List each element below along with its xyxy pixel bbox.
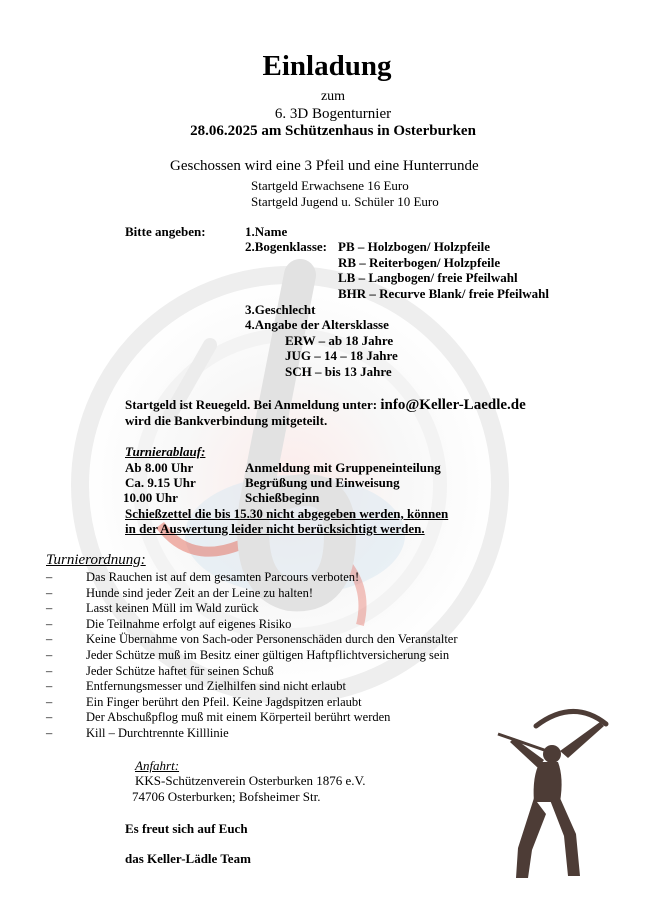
fee-youth: Startgeld Jugend u. Schüler 10 Euro [251, 194, 439, 209]
field-gender: 3.Geschlecht [245, 302, 316, 317]
rule-item: Entfernungsmesser und Zielhilfen sind nicht erlaubt [86, 679, 347, 694]
age-class-item: SCH – bis 13 Jahre [285, 364, 392, 379]
rule-bullet: – [46, 663, 53, 678]
schedule-time: Ca. 9.15 Uhr [125, 475, 196, 490]
rules-heading: Turnierordnung: [46, 552, 146, 568]
rule-item: Jeder Schütze muß im Besitz einer gültigen Haftpflichtversicherung sein [86, 648, 450, 662]
rule-bullet: – [46, 679, 53, 694]
schedule-note: Schießzettel die bis 15.30 nicht abgegeben werden, können [125, 506, 449, 521]
bow-class-item: RB – Reiterbogen/ Holzpfeile [338, 255, 501, 270]
schedule-time: 10.00 Uhr [123, 490, 178, 505]
bow-class-item: LB – Langbogen/ freie Pfeilwahl [338, 270, 518, 285]
rule-item: Keine Übernahme von Sach-oder Personenschäden durch den Veranstalter [86, 632, 458, 647]
email-link[interactable]: info@Keller-Laedle.de [380, 397, 526, 413]
rule-item: Hunde sind jeder Zeit an der Leine zu halten! [86, 585, 313, 600]
rule-item: Kill – Durchtrennte Killlinie [86, 726, 229, 740]
event-name: 6. 3D Bogenturnier [274, 106, 392, 122]
rule-item: Das Rauchen ist auf dem gesamten Parcours verboten! [86, 570, 360, 584]
rule-bullet: – [46, 570, 53, 584]
directions-line2: 74706 Osterburken; Bofsheimer Str. [132, 789, 321, 804]
schedule-heading: Turnierablauf: [125, 444, 206, 459]
registration-line2: wird die Bankverbindung mitgeteilt. [125, 413, 328, 428]
rule-item: Die Teilnahme erfolgt auf eigenes Risiko [86, 616, 292, 631]
rule-bullet: – [46, 694, 53, 709]
bow-class-item: BHR – Recurve Blank/ freie Pfeilwahl [338, 286, 549, 301]
age-class-item: JUG – 14 – 18 Jahre [285, 348, 398, 363]
rule-item: Lasst keinen Müll im Wald zurück [86, 601, 259, 616]
schedule-text: Schießbeginn [245, 490, 320, 505]
rule-bullet: – [46, 648, 53, 662]
fee-adults: Startgeld Erwachsene 16 Euro [251, 178, 409, 193]
bow-class-item: PB – Holzbogen/ Holzpfeile [338, 239, 491, 254]
schedule-text: Begrüßung und Einweisung [245, 475, 400, 490]
closing-line1: Es freut sich auf Euch [125, 821, 248, 836]
shooting-info: Geschossen wird eine 3 Pfeil und eine Hunterrunde [170, 158, 479, 174]
rule-bullet: – [46, 616, 53, 631]
subtitle-zum: zum [320, 89, 346, 104]
schedule-note: in der Auswertung leider nicht berücksichtigt werden. [125, 521, 425, 536]
rule-bullet: – [46, 710, 53, 725]
rule-bullet: – [46, 585, 53, 600]
rule-bullet: – [46, 726, 53, 740]
registration-text [125, 397, 526, 414]
age-class-item: ERW – ab 18 Jahre [285, 333, 394, 348]
schedule-time: Ab 8.00 Uhr [125, 460, 194, 475]
field-name: 1.Name [245, 224, 288, 239]
directions-line1: KKS-Schützenverein Osterburken 1876 e.V. [135, 773, 366, 788]
rule-item: Jeder Schütze haftet für seinen Schuß [86, 663, 274, 678]
closing-line2: das Keller-Lädle Team [125, 851, 251, 866]
page-title: Einladung [262, 50, 392, 82]
rule-item: Ein Finger berührt den Pfeil. Keine Jagdspitzen erlaubt [86, 694, 362, 709]
bow-class-label: 2.Bogenklasse: [245, 239, 327, 254]
directions-heading: Anfahrt: [135, 758, 180, 773]
rule-bullet: – [46, 632, 53, 647]
schedule-text: Anmeldung mit Gruppeneinteilung [245, 460, 441, 475]
rule-bullet: – [46, 601, 53, 616]
registration-line1: Startgeld ist Reuegeld. Bei Anmeldung unter: [125, 397, 378, 412]
please-specify-label: Bitte angeben: [125, 224, 206, 239]
archer-silhouette-icon [488, 706, 613, 891]
date-place: 28.06.2025 am Schützenhaus in Osterburken [190, 123, 476, 139]
age-class-label: 4.Angabe der Altersklasse [245, 317, 389, 332]
rule-item: Der Abschußpflog muß mit einem Körperteil berührt werden [86, 710, 391, 725]
